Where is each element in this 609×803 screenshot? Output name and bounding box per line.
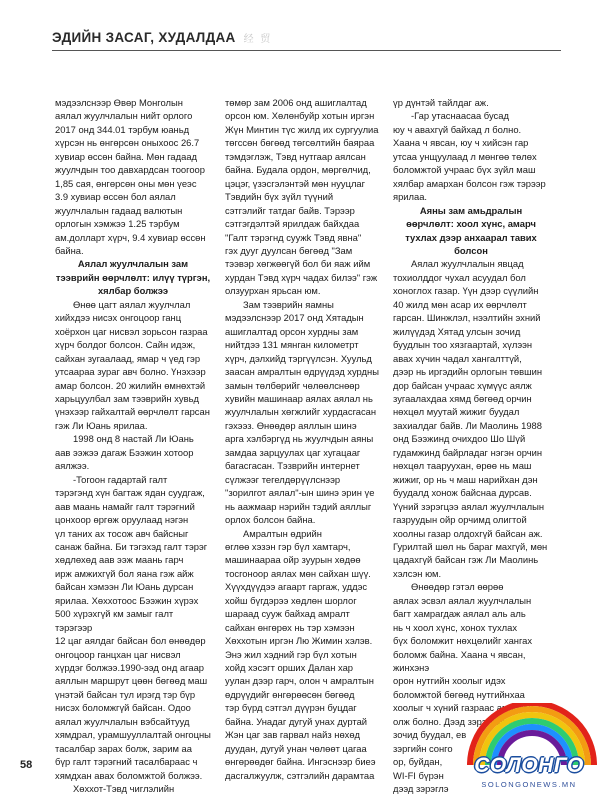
text-line: үл таних ах тосож авч байсныг: [55, 527, 189, 539]
text-line: Аялал жуулчлалын явцад: [411, 258, 524, 270]
text-line: Хөххот-Тэвд чиглэлийн: [73, 783, 175, 795]
section-title: ЭДИЙН ЗАСАГ, ХУДАЛДАА: [52, 30, 236, 45]
text-line: аялал жуулчлалын вэбсайтууд: [55, 715, 190, 727]
text-line: нөхцөл таарууxан, өрөө нь маш: [393, 460, 532, 472]
text-line: авах хүчин чадал хангалттүй,: [393, 352, 522, 364]
text-line: гарсан. Шинжлэл, нээлтийн эхний: [393, 312, 541, 324]
text-line: төгссөн бөгөөд төгсөлтийн баяраа: [225, 137, 375, 149]
text-line: Зам тээврийн яамны: [243, 298, 334, 310]
text-line: сэтгэгдэлтэй ярилдаж байхдаа: [225, 218, 360, 230]
text-line: газруудын ойр орчимд олигтой: [393, 514, 527, 526]
text-line: Гурилтай шөл нь барaг махгүй, мөн: [393, 540, 548, 552]
text-line: гэх дууг дуулсан бөгөөд "Зам: [225, 244, 353, 256]
text-line: тэрэгэнд хүн багтаж ядан суудгаж,: [55, 487, 205, 499]
text-line: мэдээлснээр 2017 онд Хятадын: [225, 312, 364, 324]
text-line: хувиар өссөн байна. Мөн гадаад: [55, 150, 198, 162]
text-line: үнэхээр гайхалтай өөрчлөлт гарсан: [55, 406, 210, 418]
text-line: орсон юм. Хөлөнбуйр хотын иргэн: [225, 110, 375, 122]
text-line: юу ч авахгүй байхад л болно.: [393, 123, 522, 135]
text-line: заасан амралтын өдрүүдэд хурдны: [225, 366, 379, 378]
text-line: нөхцөл муутай жижиг буудал: [393, 406, 520, 418]
text-line: өглөө хэзэн гэр бүл хамтарч,: [225, 540, 351, 552]
text-line: Өнөө цагт аялал жуулчлал: [73, 298, 191, 310]
text-line: -Гар утаснаасаа бусад: [411, 110, 509, 122]
text-line: Хөххотын иргэн Лю Жимин хэлэв.: [225, 635, 373, 647]
text-line: "зорилгот аялал"-ын шинэ эрин үе: [225, 487, 375, 499]
text-line: нийтдээ 131 мянган километрт: [225, 339, 359, 351]
text-line: тухлах дээр анхаарал тавих: [405, 231, 537, 243]
text-line: аялах эсвэл аялал жуулчлалын: [393, 594, 532, 606]
article-column-3: [393, 96, 549, 796]
text-line: тосгоноор аялах мөн сайхан шүү.: [225, 567, 371, 579]
text-line: Аялал жуулчлалын зам: [77, 258, 189, 270]
text-line: буудалд хонож байснаа дурсав.: [393, 487, 532, 499]
text-line: тохиолддог чухал асуудал бол: [393, 271, 526, 283]
text-line: амар болсон. 20 жилийн өмнөхтэй: [55, 379, 206, 391]
text-line: байна. Унадаг дугуй унах дуртай: [225, 715, 368, 727]
text-line: хүрч, дэлхийд тэргүүлсэн. Хуульд: [225, 352, 372, 364]
text-line: аав ээжээ дагаж Бээжин хотоор: [55, 446, 194, 458]
page-header: [52, 30, 272, 45]
text-line: Хаана ч явсан, юу ч хийсэн гар: [393, 137, 529, 149]
text-line: олж болно. Дээд зэрэглэлийн: [393, 715, 522, 727]
text-line: дээд зэрэглэ: [393, 783, 449, 795]
text-line: ам.доллaрт хүрч, 9.4 хувиар өссөн: [55, 231, 206, 243]
text-line: хөдлөхөд аав ээж маань гарч: [55, 554, 184, 566]
text-line: 1,85 сая, өнгөрсөн оны мөн үеэс: [55, 177, 197, 189]
text-line: хүрсэн нь өнгөрсөн оныхоос 26.7: [55, 137, 200, 149]
text-line: аяллын маршрут цөөн бөгөөд маш: [55, 675, 208, 687]
text-line: жилүүдэд Хятад улсын зочид: [393, 325, 521, 337]
text-line: гэхээз. Өнөөдөр аяллын шинэ: [225, 419, 357, 431]
text-line: Өнөөдөр гэтэл өөрөө: [411, 581, 504, 593]
text-line: зочид буудал, ев: [393, 729, 467, 741]
text-line: үнэтэй байсан тул ирэгд тэр бүр: [55, 688, 196, 700]
page-number: 58: [20, 759, 33, 771]
text-line: олзуурхан ярьсан юм.: [225, 285, 321, 297]
text-line: хямдрал, урамшууллалтай онгоцны: [55, 729, 211, 741]
text-line: байна.: [55, 244, 84, 256]
text-line: хойд хэсэгт орших Далан хар: [225, 662, 353, 674]
text-line: дуудан, дугуй унан чөлөөт цагаа: [225, 742, 367, 754]
text-line: харьцуулбал зам тээврийн хувьд: [55, 392, 199, 404]
text-line: санаж байна. Би тэгэхэд галт тэрэг: [55, 540, 208, 552]
text-line: цадахгүй байсан гэж Ли Маолинь: [393, 554, 539, 566]
text-line: замдаа зарцуулах цаг хугацааг: [225, 446, 361, 458]
text-line: хүрдэг болжээ.1990-ээд онд агаар: [55, 662, 204, 674]
text-line: онгоцоор ганцхан цаг нисвэл: [55, 648, 181, 660]
text-line: ашиглалтад орсон хурдны зам: [225, 325, 359, 337]
text-line: хялбар амархан болсон гэж тэрээр: [393, 177, 546, 189]
text-line: хүрч болдог болсон. Сайн идэж,: [55, 339, 196, 351]
text-line: аав маань намайг галт тэрэгний: [55, 500, 195, 512]
text-line: "Галт тэрэгнд суужk Тэвд явна": [225, 231, 362, 243]
text-line: сайхан зугаалаад, ямар ч үед гэр: [55, 352, 201, 364]
text-line: дээр нь иргэдийн орлогын төвшин: [393, 366, 543, 378]
text-line: хялбар болжээ: [97, 285, 169, 297]
text-line: төмөр зам 2006 онд ашиглалтад: [225, 97, 367, 108]
text-line: жуулчлалын хөгжлийг хурдасгасан: [225, 406, 377, 418]
text-line: хойш бүгдэрээ хөдлөн шорлог: [225, 594, 357, 606]
text-line: Үүний зэрэгцээ аялал жуулчлалын: [393, 500, 545, 512]
text-line: үр дүнтэй тайлдаг аж.: [393, 97, 489, 108]
text-line: өөрчлөлт: хоол хүнс, амарч: [406, 218, 536, 230]
text-line: зэргийн сонго: [393, 742, 453, 754]
text-line: хоёрхон цаг нисвэл зорьсон газраа: [55, 325, 208, 337]
text-line: WI-FI бүрэн: [393, 769, 444, 781]
text-line: бүх боломжит нөхцөлийг хангах: [393, 635, 533, 647]
text-line: хэлсэн юм.: [393, 567, 442, 579]
text-line: боломжтой бөгөөд нутгийнхаа: [393, 688, 525, 700]
text-line: онд Бээжинд очихдоо Шо Шүй: [393, 433, 526, 445]
text-line: хувийн машинаар аялах аялал нь: [225, 392, 373, 404]
text-line: сүлжээг тегелдөрүүлснээр: [225, 473, 341, 485]
text-line: жуулчдын тоо давхардсан тоогоор: [55, 164, 205, 176]
text-line: Жэн цаг зав гарвал найз нөхөд: [225, 729, 361, 741]
text-line: гудамжинд байрладаг нэгэн орчин: [393, 446, 543, 458]
text-line: утсаа унщуулаад л мөнгөө төлөх: [393, 150, 537, 162]
text-line: боломж байна. Хаана ч явсан, жинхэнэ: [393, 648, 526, 674]
text-line: Аяны зам амьдралын: [419, 204, 523, 216]
text-line: тасалбар зарах болж, зарим аа: [55, 742, 192, 754]
text-line: шараад сууж байхад амралт: [225, 608, 350, 620]
text-line: цонхоор өргөж оруулаад нэгэн: [55, 514, 189, 526]
article-column-2: [225, 96, 381, 782]
text-line: нисэх боломжгүй байсан. Одоо: [55, 702, 191, 714]
logo-wordmark: СОЛОНГО: [474, 754, 584, 777]
section-title-chinese: 经 贸: [243, 34, 273, 45]
text-line: уулан дээр гарч, олон ч амралтын: [225, 675, 374, 687]
text-line: 500 хүрэхгүй км замыг галт тэрэгээр: [55, 608, 174, 633]
text-line: сайхан өнгөрөх нь тэр хэмээн: [225, 621, 355, 633]
text-line: бүр галт тэрэгний тасалбараас ч: [55, 756, 198, 768]
header-rule: [52, 50, 561, 51]
text-line: утсаараа зураг авч болно. Үнэхээр: [55, 366, 206, 378]
text-line: болсон: [454, 244, 488, 256]
text-line: ирж амжихгүй бол яана гэж айж: [55, 567, 194, 579]
text-line: мэдээлснээр Өвөр Монголын: [55, 97, 183, 108]
text-line: замын төлбөрийг чөлөөлснөөр: [225, 379, 360, 391]
text-line: 12 цаг аялдаг байсан бол өнөөдөр: [55, 635, 206, 647]
text-line: хоолны газар олдохгүй байсан аж.: [393, 527, 543, 539]
text-line: жижиг, ор нь ч маш нарийхан дэн: [393, 473, 538, 485]
text-line: Хүүхдүүдээ агаарт гаргаж, уддэс: [225, 581, 368, 593]
text-line: гэж Ли Юань ярилаа.: [55, 419, 148, 431]
text-line: тээврийн өөрчлөлт: илүү түргэн,: [55, 271, 211, 283]
text-line: өнгөрөөдөг байна. Ингэснээр биеэ: [225, 756, 376, 768]
text-line: дасгалжуулж, сэтгэлийн дарамтаа: [225, 769, 375, 781]
article-column-1: [55, 96, 211, 796]
text-line: тээвэр хөгжөөгүй бол би яаж ийм: [225, 258, 371, 270]
text-line: Амралтын өдрийн: [243, 527, 322, 539]
text-line: жуулчлалын гадаад валютын: [55, 204, 183, 216]
text-line: аялжээ.: [55, 460, 90, 472]
text-line: захиалдаг байв. Ли Маолинь 1988: [393, 419, 542, 431]
text-line: ярилаа. Хөххотоос Бээжин хүрэх: [55, 594, 199, 606]
text-line: хийхдээ нисэх онгоцоор ганц: [55, 312, 182, 324]
text-line: тэмдэглэж, Тэвд нутгаар аялсан: [225, 150, 366, 162]
text-line: багт хамрагдаж аялал аль аль: [393, 608, 526, 620]
text-line: байна. Будала ордон, мөргөлчид,: [225, 164, 371, 176]
logo-url: SOLONGONEWS.MN: [481, 780, 577, 789]
text-line: 3.9 хувиар өссөн бол аялал: [55, 191, 176, 203]
text-line: Энэ жил хэдний гэр бүл хотын: [225, 648, 357, 660]
text-line: боломжтой учраас бүх зүйл маш: [393, 164, 536, 176]
text-line: ярилаа.: [393, 191, 428, 203]
text-line: хурдан Тэвд хүрч чадах билээ" гэж: [225, 271, 378, 283]
text-line: нь ч хоол хүнс, хонох тухлах: [393, 621, 518, 633]
text-line: машинаараа ойр зуурын хөдөө: [225, 554, 361, 566]
text-line: арга хэлбэргүд нь жуулчдын аяны: [225, 433, 374, 445]
text-line: зугаалахдаа хямд бөгөөд орчин: [393, 392, 532, 404]
text-line: нь аажмаар нэрийн тэдий аяллыг: [225, 500, 372, 512]
text-line: орлох болсон байна.: [225, 514, 316, 526]
text-line: хямдхан авах боломжтой болжээ.: [55, 769, 203, 781]
text-line: -Тогоон гадартай галт: [73, 473, 168, 485]
text-line: ор, буйдан,: [393, 756, 443, 768]
text-line: тэр бүрд сэтгэл дүүрэн буцдаг: [225, 702, 357, 714]
text-line: буудлын тоо хязгаартай, хүлээн: [393, 339, 533, 351]
text-line: 1998 онд 8 настай Ли Юань: [73, 433, 194, 445]
text-line: хоолыг ч хүний газраас амархан: [393, 702, 534, 714]
text-line: сэтгэлийг татдаг байв. Тэрээр: [225, 204, 355, 216]
text-line: байсан хэмээн Ли Юань дурсан: [55, 581, 194, 593]
text-line: цэцэг, үзэсгэлэнтэй мөн нууцлаг: [225, 177, 366, 189]
text-line: орон нутгийн хоолыг идэх: [393, 675, 506, 687]
text-line: Жүн Минтин түс жилд их сургуулиа: [225, 123, 379, 135]
text-line: багасгасан. Тэзврийн интернет: [225, 460, 360, 472]
text-line: 2017 онд 344.01 тэрбум юаньд: [55, 123, 190, 135]
text-line: орлогын хэмжээ 1.25 тэрбум: [55, 218, 180, 230]
text-line: дор байсан учраас хүмүүс аялж: [393, 379, 532, 391]
text-line: Тэвдийн бүх зүйл түүний: [225, 191, 334, 203]
text-line: аялал жуулчлалын нийт орлого: [55, 110, 193, 122]
text-line: өдрүүдийг өнгөрөөсөн бөгөөд: [225, 688, 355, 700]
text-line: хоноглох газар. Үүн дээр сүүлийн: [393, 285, 539, 297]
text-line: 40 жилд мөн асар их өөрчлөлт: [393, 298, 527, 310]
